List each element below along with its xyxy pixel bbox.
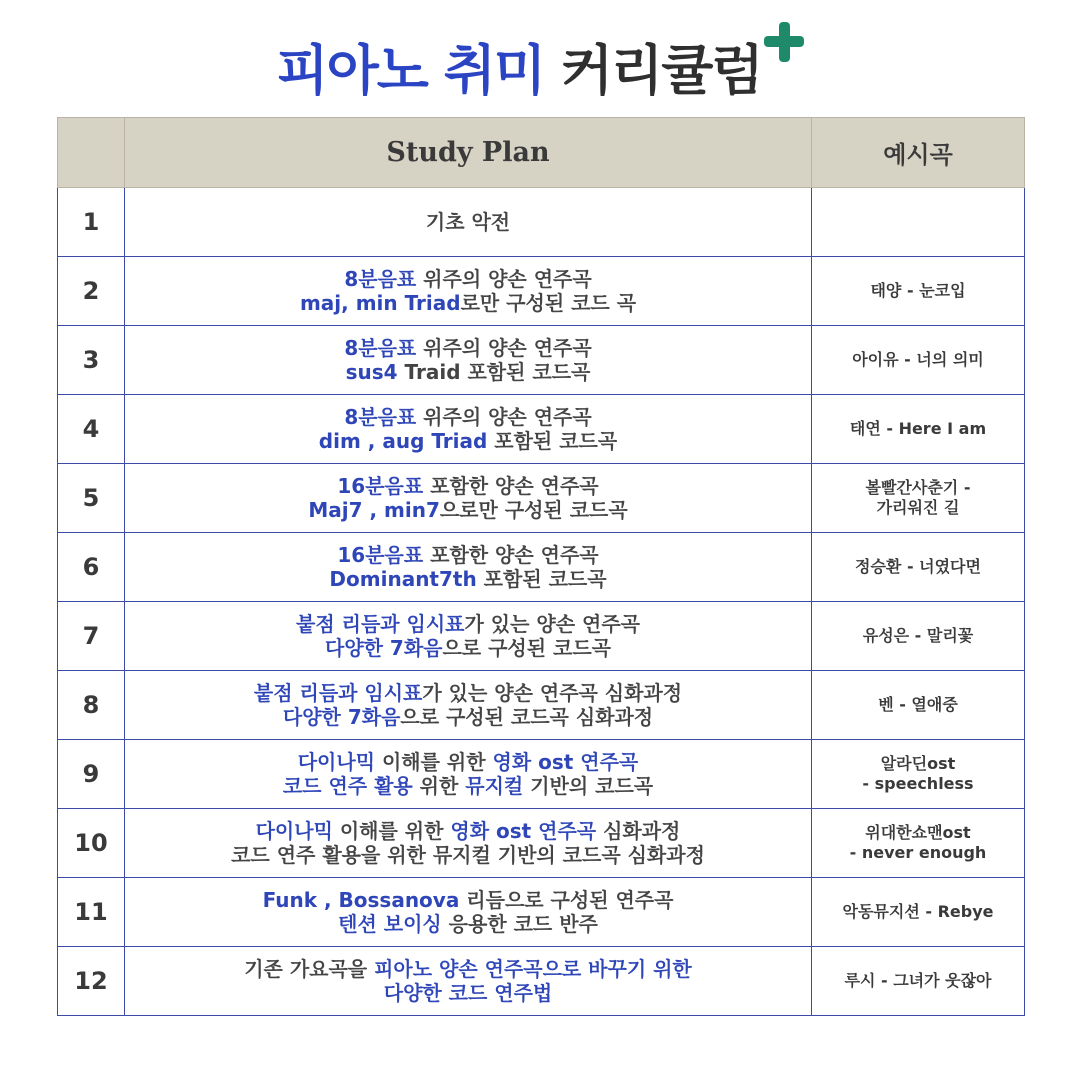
- highlight-text: 16분음표: [337, 474, 424, 498]
- highlight-text: Maj7 , min7: [308, 498, 440, 522]
- highlight-text: 영화 ost 연주곡: [450, 819, 597, 843]
- study-plan-cell: [125, 188, 812, 257]
- plain-text: 코드 연주 활용을 위한 뮤지컬 기반의 코드곡 심화과정: [231, 843, 705, 867]
- plain-text: 위주의 양손 연주곡: [416, 405, 592, 429]
- study-plan-line-1: [129, 957, 807, 981]
- highlight-text: 붙점 리듬과 임시표: [296, 612, 465, 636]
- study-plan-line-2: [129, 912, 807, 936]
- study-plan-cell: [125, 671, 812, 740]
- example-song-cell: [812, 464, 1025, 533]
- example-song-line: 악동뮤지션 - Rebye: [842, 902, 994, 921]
- study-plan-cell: [125, 395, 812, 464]
- example-song-line: 태양 - 눈코입: [870, 281, 966, 300]
- study-plan-line-2: [129, 636, 807, 660]
- example-song-line: - never enough: [849, 843, 987, 862]
- plain-text: 응용한 코드 반주: [441, 912, 598, 936]
- example-song-line: 위대한쇼맨ost: [865, 823, 971, 842]
- highlight-text: dim , aug Triad: [318, 429, 488, 453]
- page-title: [0, 28, 1080, 105]
- study-plan-line-2: [129, 567, 807, 591]
- highlight-text: 코드 연주 활용: [282, 774, 413, 798]
- table-row: [58, 533, 1025, 602]
- row-number: 9: [58, 740, 125, 809]
- highlight-text: 다양한 7화음: [325, 636, 443, 660]
- example-song-cell: [812, 809, 1025, 878]
- table-row: [58, 602, 1025, 671]
- highlight-text: 다이나믹: [255, 819, 333, 843]
- study-plan-line-1: [129, 612, 807, 636]
- study-plan-line-1: [129, 681, 807, 705]
- study-plan-line-1: [129, 819, 807, 843]
- plain-text: 포함한 양손 연주곡: [423, 474, 599, 498]
- study-plan-line-2: [129, 774, 807, 798]
- plain-text: 심화과정: [596, 819, 681, 843]
- row-number: 7: [58, 602, 125, 671]
- table-row: [58, 326, 1025, 395]
- study-plan-cell: [125, 464, 812, 533]
- plain-text: 포함된 코드곡: [487, 429, 618, 453]
- example-song-line: 루시 - 그녀가 웃잖아: [844, 971, 992, 990]
- example-song-line: 가리워진 길: [876, 498, 960, 517]
- example-song-line: 태연 - Here I am: [849, 419, 987, 438]
- example-song-cell: [812, 188, 1025, 257]
- row-number: 5: [58, 464, 125, 533]
- plain-text: 가 있는 양손 연주곡 심화과정: [422, 681, 683, 705]
- plain-text: 이해를 위한: [332, 819, 451, 843]
- example-song-line: 알라딘ost: [880, 754, 956, 773]
- study-plan-line-1: [129, 543, 807, 567]
- highlight-text: 8분음표: [344, 336, 417, 360]
- highlight-text: 8분음표: [344, 405, 417, 429]
- plain-text: 리듬으로 구성된 연주곡: [459, 888, 674, 912]
- study-plan-line-2: [129, 843, 807, 867]
- example-song-cell: [812, 671, 1025, 740]
- study-plan-cell: [125, 326, 812, 395]
- example-song-cell: [812, 257, 1025, 326]
- plain-text: 위주의 양손 연주곡: [416, 267, 592, 291]
- example-song-line: 유성은 - 말리꽃: [862, 626, 974, 645]
- study-plan-line-1: [129, 474, 807, 498]
- highlight-text: 다이나믹: [297, 750, 376, 774]
- row-number: 4: [58, 395, 125, 464]
- highlight-text: 붙점 리듬과 임시표: [253, 681, 423, 705]
- header-example-songs: 예시곡: [812, 118, 1025, 188]
- study-plan-cell: [125, 809, 812, 878]
- row-number: 2: [58, 257, 125, 326]
- row-number: 8: [58, 671, 125, 740]
- highlight-text: Dominant7th: [329, 567, 477, 591]
- plain-text: 포함한 양손 연주곡: [423, 543, 599, 567]
- example-song-line: 볼빨간사춘기 -: [865, 478, 971, 497]
- example-song-cell: [812, 878, 1025, 947]
- study-plan-line-1: [129, 888, 807, 912]
- study-plan-line-1: [129, 405, 807, 429]
- plain-text: 위주의 양손 연주곡: [416, 336, 592, 360]
- plain-text: 으로 구성된 코드곡: [442, 636, 611, 660]
- plain-text: 이해를 위한: [375, 750, 493, 774]
- example-song-cell: [812, 395, 1025, 464]
- highlight-text: maj, min Triad: [299, 291, 461, 315]
- header-number: [58, 118, 125, 188]
- example-song-line: - speechless: [862, 774, 974, 793]
- study-plan-line-1: [129, 336, 807, 360]
- highlight-text: 영화 ost 연주곡: [492, 750, 639, 774]
- table-row: [58, 395, 1025, 464]
- study-plan-line-2: [129, 429, 807, 453]
- study-plan-line-1: [129, 210, 807, 234]
- study-plan-line-2: [129, 360, 807, 384]
- plain-text: 포함된 코드곡: [476, 567, 607, 591]
- plain-text: 기반의 코드곡: [523, 774, 654, 798]
- example-song-cell: [812, 947, 1025, 1016]
- row-number: 6: [58, 533, 125, 602]
- table-header-row: [58, 118, 1025, 188]
- study-plan-cell: [125, 257, 812, 326]
- highlight-text: 다양한 7화음: [282, 705, 401, 729]
- highlight-text: 텐션 보이싱: [338, 912, 442, 936]
- study-plan-line-1: [129, 750, 807, 774]
- table-row: [58, 671, 1025, 740]
- row-number: 3: [58, 326, 125, 395]
- plain-text: 기존 가요곡을: [244, 957, 375, 981]
- example-song-cell: [812, 740, 1025, 809]
- plain-text: 으로 구성된 코드곡 심화과정: [400, 705, 654, 729]
- example-song-line: 정승환 - 너였다면: [855, 557, 981, 576]
- study-plan-line-2: [129, 291, 807, 315]
- plain-text: Traid 포함된 코드곡: [397, 360, 591, 384]
- example-song-cell: [812, 326, 1025, 395]
- plain-text: 으로만 구성된 코드곡: [439, 498, 628, 522]
- study-plan-line-2: [129, 705, 807, 729]
- plain-text: 가 있는 양손 연주곡: [464, 612, 640, 636]
- title-highlight: 피아노 취미: [276, 39, 545, 102]
- highlight-text: 뮤지컬: [465, 774, 524, 798]
- study-plan-cell: [125, 947, 812, 1016]
- title-main: 커리큘럼: [560, 39, 762, 102]
- table-row: [58, 740, 1025, 809]
- example-song-line: 벤 - 열애중: [878, 695, 958, 714]
- highlight-text: 피아노 양손 연주곡으로 바꾸기 위한: [374, 957, 692, 981]
- row-number: 12: [58, 947, 125, 1016]
- row-number: 1: [58, 188, 125, 257]
- highlight-text: sus4: [345, 360, 398, 384]
- study-plan-cell: [125, 878, 812, 947]
- highlight-text: Funk , Bossanova: [262, 888, 460, 912]
- plain-text: 로만 구성된 코드 곡: [460, 291, 637, 315]
- table-row: [58, 878, 1025, 947]
- curriculum-table: [57, 117, 1025, 1016]
- highlight-text: 다양한 코드 연주법: [383, 981, 553, 1005]
- table-row: [58, 464, 1025, 533]
- study-plan-line-2: [129, 981, 807, 1005]
- example-song-cell: [812, 602, 1025, 671]
- plain-text: 위한: [412, 774, 466, 798]
- study-plan-line-1: [129, 267, 807, 291]
- table-row: [58, 257, 1025, 326]
- example-song-cell: [812, 533, 1025, 602]
- table-row: [58, 188, 1025, 257]
- study-plan-line-2: [129, 498, 807, 522]
- example-song-line: 아이유 - 너의 의미: [852, 350, 984, 369]
- row-number: 10: [58, 809, 125, 878]
- study-plan-cell: [125, 602, 812, 671]
- table-row: [58, 809, 1025, 878]
- plus-icon: [764, 22, 804, 62]
- plain-text: 기초 악전: [425, 210, 511, 234]
- header-study-plan: Study Plan: [125, 118, 812, 188]
- table-body: [58, 188, 1025, 1016]
- row-number: 11: [58, 878, 125, 947]
- highlight-text: 16분음표: [337, 543, 424, 567]
- study-plan-cell: [125, 533, 812, 602]
- highlight-text: 8분음표: [344, 267, 417, 291]
- study-plan-cell: [125, 740, 812, 809]
- table-row: [58, 947, 1025, 1016]
